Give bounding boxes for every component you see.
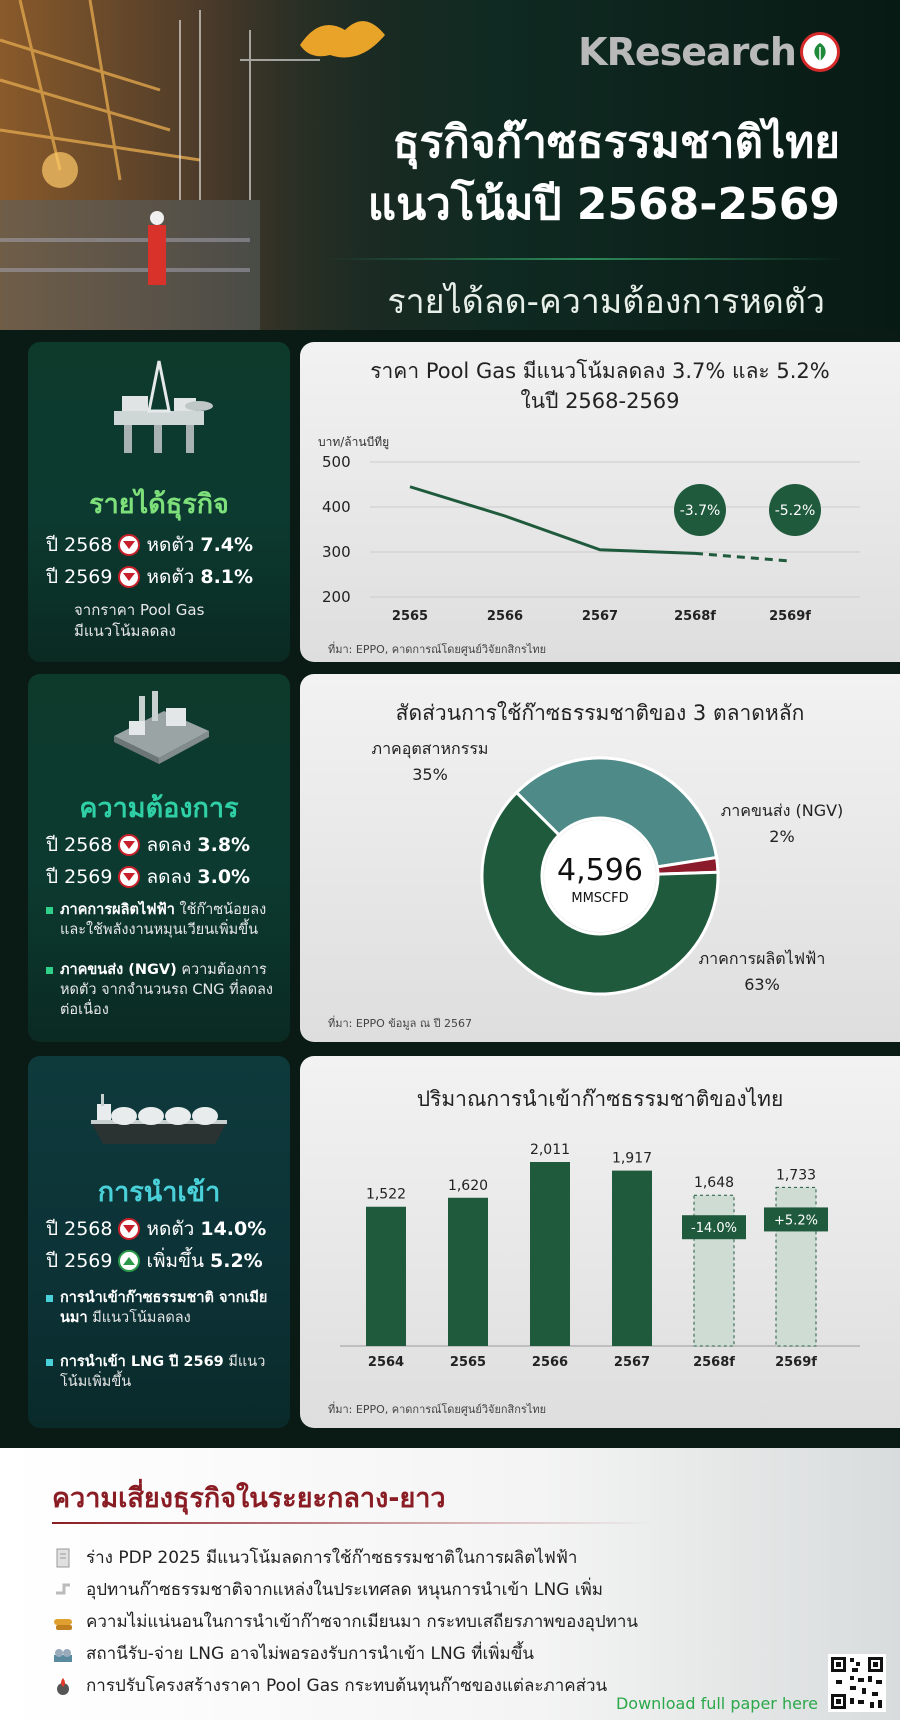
- risk-divider: [52, 1522, 652, 1524]
- bar: [612, 1171, 652, 1346]
- power-plant-icon: [104, 686, 214, 766]
- lng-ship-icon: [89, 1082, 229, 1152]
- slice-percent: 63%: [744, 975, 780, 994]
- slice-label: ภาคอุตสาหกรรม: [371, 739, 489, 758]
- page-title: ธุรกิจก๊าซธรรมชาติไทย แนวโน้มปี 2568-2569: [367, 117, 840, 230]
- series-line-forecast: [695, 553, 790, 561]
- x-tick-label: 2568f: [693, 1355, 735, 1370]
- risk-item: อุปทานก๊าซธรรมชาติจากแหล่งในประเทศลด หนุนการนำเข้า LNG เพิ่ม: [52, 1576, 603, 1603]
- down-arrow-icon: [118, 566, 140, 588]
- gas-share-donut-chart: [300, 734, 900, 1014]
- y-tick-label: 300: [322, 543, 351, 561]
- y-tick-label: 400: [322, 498, 351, 516]
- demand-bullet-ngv: ภาคขนส่ง (NGV) ความต้องการ หดตัว จากจำนวนรถ CNG ที่ลดลงต่อเนื่อง: [46, 960, 286, 1020]
- revenue-card: [28, 342, 290, 662]
- risk-section: [0, 1448, 900, 1720]
- change-badge-label: -3.7%: [679, 503, 721, 519]
- y-axis-label: บาท/ล้านบีทียู: [318, 435, 390, 449]
- chart-title: ปริมาณการนำเข้าก๊าซธรรมชาติของไทย: [416, 1087, 784, 1111]
- change-tag-label: +5.2%: [774, 1213, 818, 1229]
- risk-item: สถานีรับ-จ่าย LNG อาจไม่พอรองรับการนำเข้า LNG ที่เพิ่มขึ้น: [52, 1640, 534, 1667]
- pool-gas-line-chart: [300, 422, 900, 632]
- x-tick-label: 2566: [531, 1355, 569, 1370]
- imports-row-2569: ปี 2569 เพิ่มขึ้น 5.2%: [46, 1250, 263, 1272]
- risk-title: ความเสี่ยงธุรกิจในระยะกลาง-ยาว: [52, 1483, 446, 1514]
- kresearch-logo: KResearch: [578, 30, 840, 74]
- chart-source: ที่มา: EPPO, คาดการณ์โดยศูนย์วิจัยกสิกรไทย: [328, 1403, 547, 1416]
- pipeline-icon: [52, 1579, 74, 1601]
- risk-item: ร่าง PDP 2025 มีแนวโน้มลดการใช้ก๊าซธรรมชาติในการผลิตไฟฟ้า: [52, 1544, 577, 1571]
- revenue-row-2569: ปี 2569 หดตัว 8.1%: [46, 566, 254, 588]
- bar-value-label: 1,648: [693, 1175, 735, 1192]
- bar-value-label: 1,522: [365, 1186, 407, 1203]
- chart-title: ราคา Pool Gas มีแนวโน้มลดลง 3.7% และ 5.2% ในปี 2568-2569: [370, 359, 830, 413]
- bar-value-label: 2,011: [529, 1142, 571, 1158]
- slice-label: ภาคการผลิตไฟฟ้า: [698, 949, 826, 968]
- y-tick-label: 500: [322, 453, 351, 471]
- slice-percent: 2%: [769, 827, 795, 846]
- section-label: รายได้ธุรกิจ: [89, 489, 229, 520]
- document-icon: [52, 1547, 74, 1569]
- demand-bullet-power: ภาคการผลิตไฟฟ้า ใช้ก๊าซน้อยลง และใช้พลังงานหมุนเวียนเพิ่มขึ้น: [46, 900, 286, 940]
- risk-item: ความไม่แน่นอนในการนำเข้าก๊าซจากเมียนมา กระทบเสถียรภาพของอุปทาน: [52, 1608, 638, 1635]
- bar: [530, 1162, 570, 1346]
- risk-item: การปรับโครงสร้างราคา Pool Gas กระทบต้นทุนก๊าซของแต่ละภาคส่วน: [52, 1672, 607, 1699]
- demand-card: [28, 674, 290, 1042]
- chart-source: ที่มา: EPPO, คาดการณ์โดยศูนย์วิจัยกสิกรไทย: [328, 643, 547, 656]
- qr-code[interactable]: [828, 1654, 886, 1712]
- pipes-icon: [52, 1611, 74, 1633]
- x-tick-label: 2568f: [674, 609, 716, 624]
- gas-import-bar-chart: [300, 1126, 900, 1396]
- pool-gas-chart-card: [300, 342, 900, 662]
- down-arrow-icon: [118, 534, 140, 556]
- header-banner: [0, 0, 900, 330]
- chart-source: ที่มา: EPPO ข้อมูล ณ ปี 2567: [328, 1017, 473, 1030]
- x-tick-label: 2564: [367, 1355, 405, 1370]
- x-tick-label: 2569f: [769, 609, 811, 624]
- donut-center-unit: MMSCFD: [571, 891, 629, 906]
- x-tick-label: 2565: [391, 609, 429, 624]
- y-tick-label: 200: [322, 588, 351, 606]
- slice-percent: 35%: [412, 765, 448, 784]
- x-tick-label: 2567: [613, 1355, 651, 1370]
- gas-share-chart-card: [300, 674, 900, 1042]
- x-tick-label: 2569f: [775, 1355, 817, 1370]
- lng-terminal-icon: [52, 1643, 74, 1665]
- imports-bullet-myanmar: การนำเข้าก๊าซธรรมชาติ จากเมียนมา มีแนวโน้มลดลง: [46, 1288, 286, 1328]
- demand-row-2569: ปี 2569 ลดลง 3.0%: [46, 866, 251, 888]
- bar-value-label: 1,917: [611, 1150, 653, 1167]
- kbank-leaf-icon: [800, 32, 840, 72]
- series-line-actual: [410, 487, 695, 554]
- imports-bullet-lng: การนำเข้า LNG ปี 2569 มีแนวโน้มเพิ่มขึ้น: [46, 1352, 286, 1392]
- up-arrow-icon: [118, 1250, 140, 1272]
- gas-import-chart-card: [300, 1056, 900, 1428]
- chart-title: สัดส่วนการใช้ก๊าซธรรมชาติของ 3 ตลาดหลัก: [395, 701, 805, 725]
- oil-rig-icon: [94, 356, 224, 456]
- change-badge-label: -5.2%: [774, 503, 816, 519]
- down-arrow-icon: [118, 866, 140, 888]
- title-divider: [325, 258, 845, 260]
- revenue-row-2568: ปี 2568 หดตัว 7.4%: [46, 534, 254, 556]
- x-tick-label: 2566: [486, 609, 524, 624]
- section-label: ความต้องการ: [79, 793, 239, 824]
- slice-label: ภาคขนส่ง (NGV): [720, 801, 844, 820]
- bar-value-label: 1,620: [447, 1177, 489, 1194]
- page-subtitle: รายได้ลด-ความต้องการหดตัว: [387, 282, 825, 322]
- demand-row-2568: ปี 2568 ลดลง 3.8%: [46, 834, 251, 856]
- change-tag-label: -14.0%: [691, 1221, 737, 1237]
- gas-burner-icon: [52, 1675, 74, 1697]
- bar-value-label: 1,733: [775, 1167, 817, 1184]
- bar: [448, 1198, 488, 1346]
- x-tick-label: 2567: [581, 609, 619, 624]
- imports-card: [28, 1056, 290, 1428]
- down-arrow-icon: [118, 834, 140, 856]
- download-link[interactable]: Download full paper here: [615, 1694, 818, 1713]
- down-arrow-icon: [118, 1218, 140, 1240]
- donut-center-value: 4,596: [557, 853, 643, 888]
- x-tick-label: 2565: [449, 1355, 487, 1370]
- bar: [366, 1207, 406, 1346]
- revenue-note: จากราคา Pool Gas มีแนวโน้มลดลง: [74, 601, 205, 640]
- imports-row-2568: ปี 2568 หดตัว 14.0%: [46, 1218, 267, 1240]
- section-label: การนำเข้า: [97, 1177, 221, 1208]
